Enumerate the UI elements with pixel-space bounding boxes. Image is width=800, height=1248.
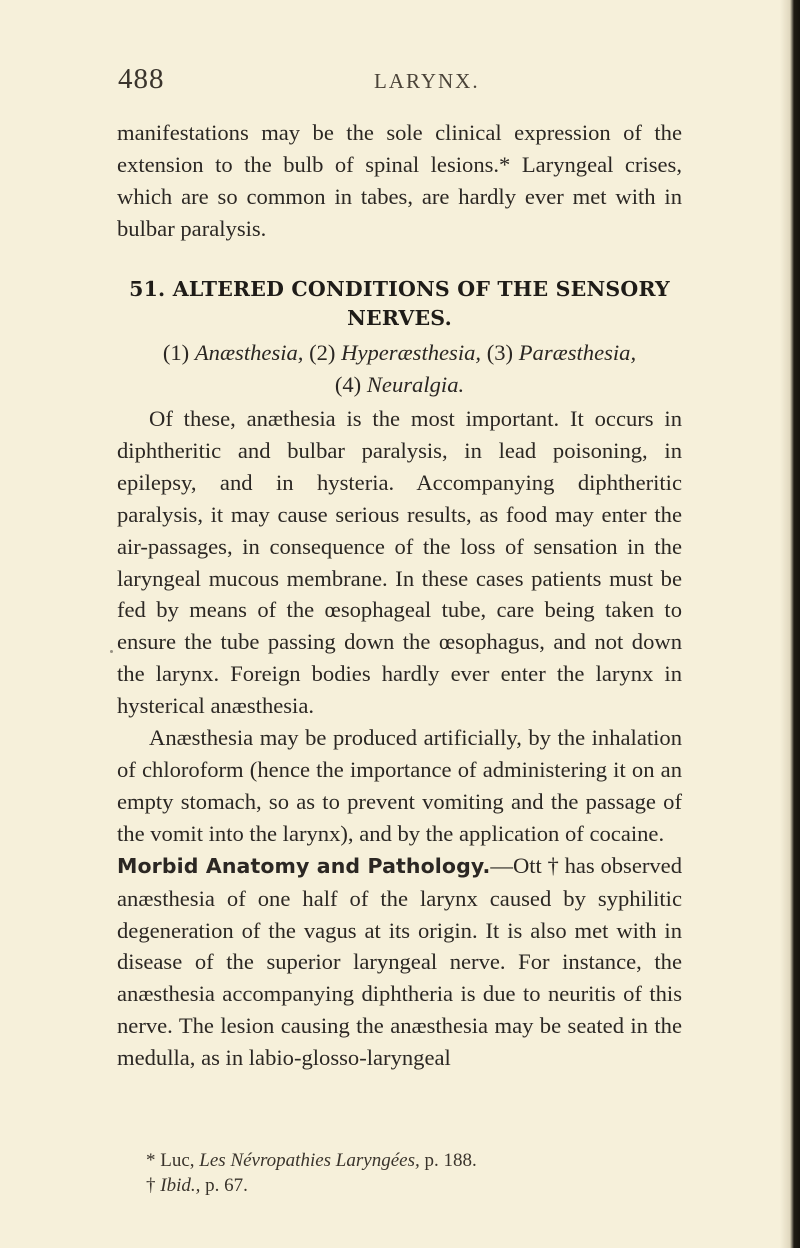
- subtitle-num-4: (4): [334, 372, 362, 397]
- page-header: [118, 63, 680, 103]
- intro-paragraph: [117, 117, 682, 245]
- section-heading-line1: 51. ALTERED CONDITIONS OF THE SENSORY: [129, 277, 670, 301]
- section-heading: [117, 275, 682, 333]
- footnote-1: [117, 1148, 682, 1173]
- subtitle-line1: [117, 337, 682, 369]
- morbid-anatomy-body: —Ott † has observed anæsthesia of one half of the larynx caused by syphilitic degeneration of the vagus at its origin. It is also met with in disease of the superior laryngeal nerve. For instance, the anæsthesia accompanying diphtheria is due to neuritis of this nerve. The lesion causing the anæsthesia may be seated in the medulla, as in labio-glosso-laryngeal: [117, 852, 683, 1071]
- subtitle-num-2: (2): [309, 340, 336, 365]
- subtitle-line2: [117, 369, 682, 401]
- subtitle-num-3: (3): [486, 340, 514, 365]
- footnote-1-mark: * Luc,: [146, 1150, 195, 1171]
- footnote-2: [117, 1173, 682, 1198]
- morbid-anatomy-lead: Morbid Anatomy and Pathology.: [117, 853, 491, 878]
- footnote-1-page: p. 188.: [424, 1150, 477, 1171]
- running-head: LARYNX.: [374, 69, 480, 93]
- section-subtitle: [117, 337, 682, 401]
- footnote-2-mark: †: [146, 1175, 156, 1196]
- paragraph-anaesthesia-causes: Of these, anæthesia is the most important. It occurs in diphtheritic and bulbar paralysis, in lead poisoning, in epilepsy, and in hysteria. Accompanying diphtheritic paralysis, it may cause serious results, as food may enter the air-passages, in consequence of the loss of sensation in the laryngeal mucous membrane. In these cases patients must be fed by means of the œsophageal tube, care being taken to ensure the tube passing down the œsophagus, and not down the larynx. Foreign bodies hardly ever enter the larynx in hysterical anæsthesia.: [117, 406, 682, 719]
- paragraph-morbid-anatomy: [117, 850, 682, 1074]
- main-text: [117, 403, 682, 1074]
- footnote-2-title: Ibid.,: [160, 1175, 201, 1196]
- paragraph-artificial-anaesthesia: Anæsthesia may be produced artificially, by the inhalation of chloroform (hence the importance of administering it on an empty stomach, so as to prevent vomiting and the passage of the vomit into the larynx), and by the application of cocaine.: [117, 725, 682, 846]
- subtitle-term-neuralgia: Neuralgia.: [366, 372, 465, 397]
- footnotes: [117, 1148, 682, 1198]
- page-number: 488: [118, 63, 165, 95]
- footnote-2-page: p. 67.: [205, 1175, 248, 1196]
- section-heading-line2: NERVES.: [347, 306, 452, 330]
- subtitle-term-paraesthesia: Paræsthesia,: [518, 340, 637, 365]
- paper-speck: [110, 650, 113, 653]
- footnote-1-title: Les Névropathies Laryngées,: [199, 1150, 420, 1171]
- subtitle-term-hyperaesthesia: Hyperæsthesia,: [341, 340, 482, 365]
- subtitle-num-1: (1): [162, 340, 190, 365]
- subtitle-term-anaesthesia: Anæsthesia,: [194, 340, 304, 365]
- intro-text: manifestations may be the sole clinical expression of the extension to the bulb of spinal lesions.* Laryngeal crises, which are so common in tabes, are hardly ever met with in bulbar paralysis.: [117, 120, 682, 241]
